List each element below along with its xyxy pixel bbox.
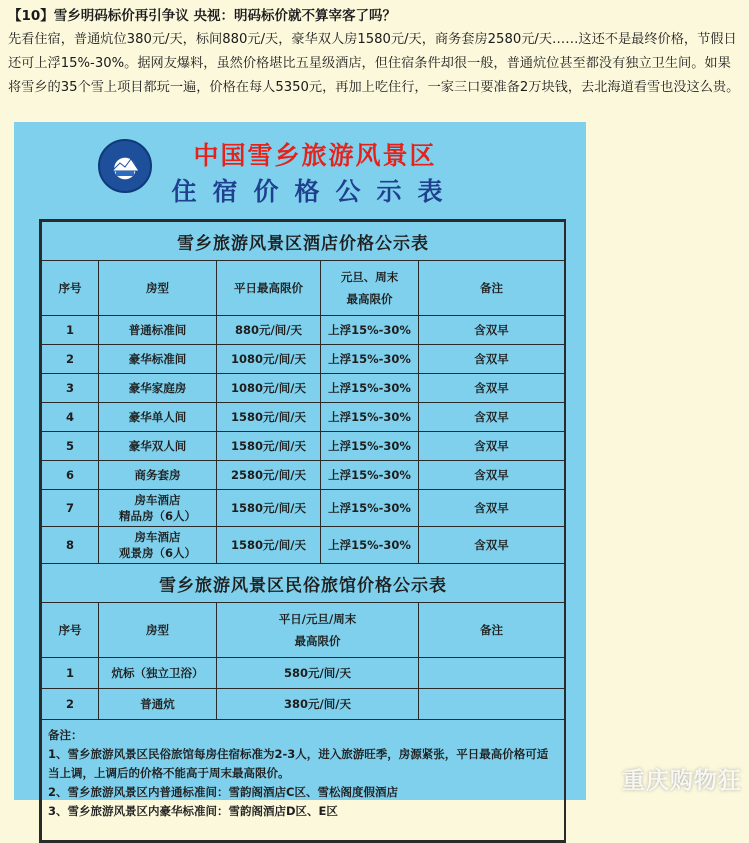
row-type xyxy=(99,490,217,527)
inn-section-title-row xyxy=(42,564,565,603)
table-row xyxy=(42,316,565,345)
article xyxy=(8,4,743,100)
row-note: 含双早 xyxy=(419,432,565,461)
row-holiday: 上浮15%-30% xyxy=(321,374,419,403)
table-row xyxy=(42,461,565,490)
row-type-line1: 房车酒店 xyxy=(134,493,181,507)
table-row xyxy=(42,374,565,403)
row-note: 含双早 xyxy=(419,490,565,527)
row-note: 含双早 xyxy=(419,461,565,490)
table-row xyxy=(42,527,565,564)
col-header-holiday-line2: 最高限价 xyxy=(346,292,393,306)
row-holiday: 上浮15%-30% xyxy=(321,403,419,432)
price-board-image xyxy=(14,122,586,818)
table-row xyxy=(42,658,565,689)
col-header-holiday-line1: 元旦、周末 xyxy=(340,270,399,284)
row-note: 含双早 xyxy=(419,345,565,374)
row-holiday: 上浮15%-30% xyxy=(321,527,419,564)
hotel-header-row xyxy=(42,261,565,316)
row-no: 7 xyxy=(42,490,99,527)
row-holiday: 上浮15%-30% xyxy=(321,432,419,461)
row-note xyxy=(419,689,565,720)
col-header-price-line2: 最高限价 xyxy=(294,634,341,648)
col-header-weekday-price: 平日最高限价 xyxy=(217,261,321,316)
hotel-section-title: 雪乡旅游风景区酒店价格公示表 xyxy=(42,222,565,261)
hotel-section-title-row xyxy=(42,222,565,261)
table-row xyxy=(42,432,565,461)
col-header-no: 序号 xyxy=(42,603,99,658)
row-price: 580元/间/天 xyxy=(217,658,419,689)
row-note: 含双早 xyxy=(419,374,565,403)
inn-header-row xyxy=(42,603,565,658)
inn-section-title: 雪乡旅游风景区民俗旅馆价格公示表 xyxy=(42,564,565,603)
notes-line-3: 3、雪乡旅游风景区内豪华标准间：雪韵阁酒店D区、E区 xyxy=(48,804,338,818)
row-holiday: 上浮15%-30% xyxy=(321,461,419,490)
notes-line-1: 1、雪乡旅游风景区民俗旅馆每房住宿标准为2-3人，进入旅游旺季，房源紧张，平日最高价格可适当上调，上调后的价格不能高于周末最高限价。 xyxy=(48,747,549,780)
row-price: 1580元/间/天 xyxy=(217,527,321,564)
row-type: 普通标准间 xyxy=(99,316,217,345)
row-type: 炕标（独立卫浴） xyxy=(99,658,217,689)
col-header-type: 房型 xyxy=(99,603,217,658)
article-title: 【10】雪乡明码标价再引争议 央视：明码标价就不算宰客了吗？ xyxy=(8,8,396,24)
row-no: 3 xyxy=(42,374,99,403)
row-note: 含双早 xyxy=(419,316,565,345)
col-header-type: 房型 xyxy=(99,261,217,316)
row-no: 2 xyxy=(42,345,99,374)
row-type: 豪华标准间 xyxy=(99,345,217,374)
col-header-holiday xyxy=(321,261,419,316)
row-type: 豪华家庭房 xyxy=(99,374,217,403)
watermark: 重庆购物狂 xyxy=(622,768,742,794)
row-type: 普通炕 xyxy=(99,689,217,720)
row-note xyxy=(419,658,565,689)
row-no: 8 xyxy=(42,527,99,564)
table-row xyxy=(42,403,565,432)
row-type-line2: 观景房（6人） xyxy=(118,546,196,560)
board-title: 中国雪乡旅游风景区 xyxy=(193,141,437,170)
row-no: 1 xyxy=(42,658,99,689)
row-price: 380元/间/天 xyxy=(217,689,419,720)
row-price: 1580元/间/天 xyxy=(217,490,321,527)
row-no: 4 xyxy=(42,403,99,432)
col-header-price xyxy=(217,603,419,658)
row-no: 2 xyxy=(42,689,99,720)
table-row xyxy=(42,689,565,720)
notes-row xyxy=(42,720,565,841)
row-note: 含双早 xyxy=(419,527,565,564)
row-type: 豪华单人间 xyxy=(99,403,217,432)
row-holiday: 上浮15%-30% xyxy=(321,490,419,527)
row-price: 1080元/间/天 xyxy=(217,345,321,374)
col-header-price-line1: 平日/元旦/周末 xyxy=(278,612,357,626)
notes-label: 备注： xyxy=(48,728,83,742)
row-type: 豪华双人间 xyxy=(99,432,217,461)
row-price: 880元/间/天 xyxy=(217,316,321,345)
row-holiday: 上浮15%-30% xyxy=(321,316,419,345)
col-header-no: 序号 xyxy=(42,261,99,316)
row-type: 商务套房 xyxy=(99,461,217,490)
row-price: 1580元/间/天 xyxy=(217,432,321,461)
row-type-line2: 精品房（6人） xyxy=(118,509,196,523)
row-price: 2580元/间/天 xyxy=(217,461,321,490)
board-subtitle: 住宿价格公示表 xyxy=(171,177,459,206)
row-no: 6 xyxy=(42,461,99,490)
row-note: 含双早 xyxy=(419,403,565,432)
table-row xyxy=(42,490,565,527)
row-holiday: 上浮15%-30% xyxy=(321,345,419,374)
notes-line-2: 2、雪乡旅游风景区内普通标准间：雪韵阁酒店C区、雪松阁度假酒店 xyxy=(48,785,398,799)
price-table xyxy=(39,219,566,843)
col-header-note: 备注 xyxy=(419,261,565,316)
table-row xyxy=(42,345,565,374)
row-no: 1 xyxy=(42,316,99,345)
row-price: 1080元/间/天 xyxy=(217,374,321,403)
row-type-line1: 房车酒店 xyxy=(134,530,181,544)
article-body: 先看住宿，普通炕位380元/天，标间880元/天，豪华双人房1580元/天，商务套房2580元/天……这还不是最终价格，节假日还可上浮15%-30%。据网友爆料，虽然价格堪比五星级酒店，但住宿条件却很一般，普通炕位甚至都没有独立卫生间。如果将雪乡的35个雪上项目都玩一遍，价格在每人5350元，再加上吃住行，一家三口要准备2万块钱，去北海道看雪也没这么贵。 xyxy=(8,32,740,95)
row-no: 5 xyxy=(42,432,99,461)
col-header-note: 备注 xyxy=(419,603,565,658)
row-type xyxy=(99,527,217,564)
row-price: 1580元/间/天 xyxy=(217,403,321,432)
notes-cell xyxy=(42,720,565,841)
